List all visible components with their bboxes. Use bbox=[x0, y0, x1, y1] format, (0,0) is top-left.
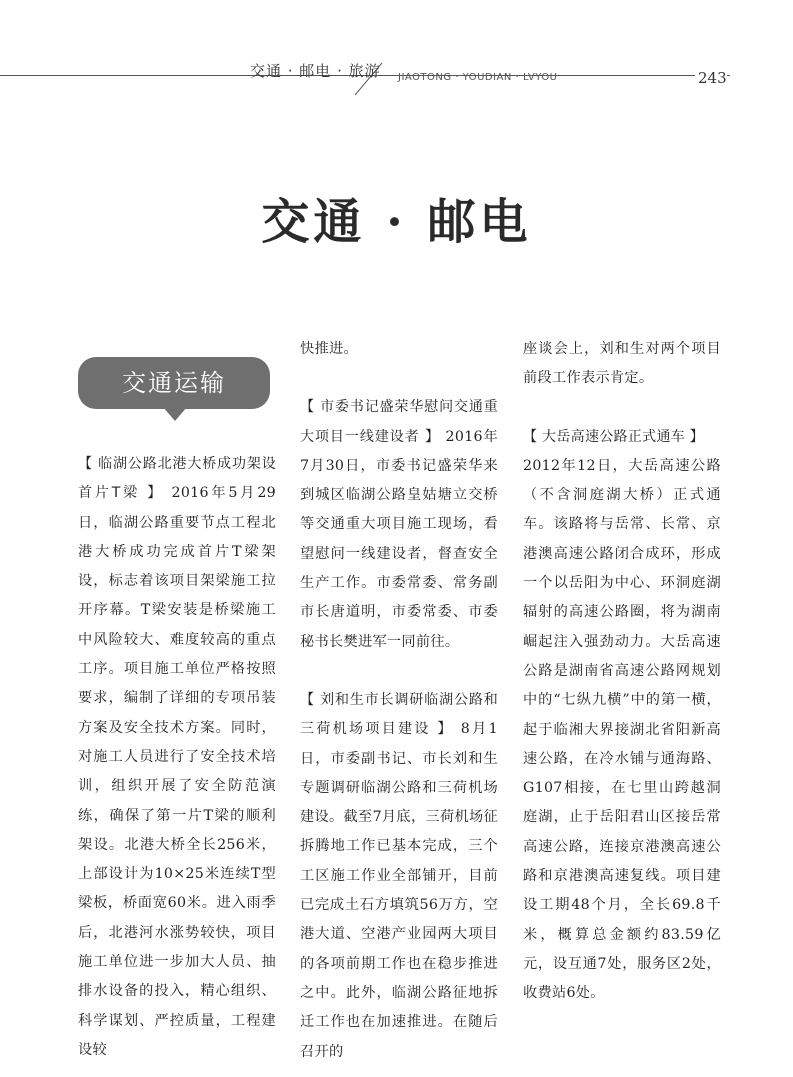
article-mayor-inspection bbox=[300, 686, 498, 1067]
article-body: 2016年5月29日，临湖公路重要节点工程北港大桥成功完成首片T梁架设，标志着该项目架梁施工拉开序幕。T梁安装是桥梁施工中风险较大、难度较高的重点工序。项目施工单位严格按照要求，编制了详细的专项吊装方案及安全技术方案。同时，对施工人员进行了安全技术培训，组织开展了安全防范演练，确保了第一片T梁的顺利架设。北港大桥全长256米，上部设计为10×25米连续T型梁板，桥面宽60米。进入雨季后，北港河水涨势较快，项目施工单位进一步加大人员、抽排水设备的投入，精心组织、科学谋划、严控质量，工程建设较 bbox=[78, 485, 276, 1058]
article-continuation: 快推进。 bbox=[300, 341, 358, 357]
article-heading: 【 大岳高速公路正式通车 】 bbox=[523, 428, 705, 445]
section-badge: 交通运输 bbox=[78, 357, 270, 409]
article-continuation: 座谈会上，刘和生对两个项目前段工作表示肯定。 bbox=[523, 341, 721, 387]
article-secretary-visit bbox=[300, 393, 498, 657]
article-body: 2012年12日，大岳高速公路（不含洞庭湖大桥）正式通车。该路将与岳常、长常、京港澳高速公路闭合成环，形成一个以岳阳为中心、环洞庭湖辐射的高速公路圈，将为湖南崛起注入强劲动力。大岳高速公路是湖南省高速公路网规划中的“七纵九横”中的第一横，起于临湘大界接湖北省阳新高速公路，在冷水铺与通海路、G107相接，在七里山跨越洞庭湖，止于岳阳君山区接岳常高速公路，连接京港澳高速公路和京港澳高速复线。项目建设工期48个月，全长69.8千米，概算总金额约83.59亿元，设互通7处，服务区2处，收费站6处。 bbox=[523, 457, 721, 1002]
article-heading: 【 临湖公路北港大桥成功架设首片T梁 】 bbox=[78, 456, 276, 502]
page-number: 243 bbox=[695, 69, 727, 87]
article-dayue-expressway bbox=[523, 423, 721, 1009]
column-1 bbox=[78, 450, 276, 1065]
article-heading: 【 刘和生市长调研临湖公路和三荷机场项目建设 】 bbox=[300, 691, 498, 738]
running-header-cn: 交通 · 邮电 · 旅游 bbox=[250, 62, 381, 80]
column-3 bbox=[523, 335, 721, 1009]
article-bridge-tbeam bbox=[78, 450, 276, 1065]
chapter-title: 交通 · 邮电 bbox=[261, 194, 532, 250]
section-badge-pointer bbox=[163, 407, 187, 421]
article-heading: 【 市委书记盛荣华慰问交通重大项目一线建设者 】 bbox=[300, 399, 498, 445]
column-2 bbox=[300, 335, 498, 1067]
running-header-en: JIAOTONG · YOUDIAN · LVYOU bbox=[398, 72, 558, 83]
article-body: 8月1日，市委副书记、市长刘和生专题调研临湖公路和三荷机场建设。截至7月底，三荷机场征拆腾地工作已基本完成，三个工区施工作业全部铺开，目前已完成土石方填筑56万方，空港大道、空港产业园两大项目的各项前期工作也在稳步推进之中。此外，临湖公路征地拆迁工作也在加速推进。在随后召开的 bbox=[300, 721, 498, 1060]
article-body: 2016年7月30日，市委书记盛荣华来到城区临湖公路皇姑塘立交桥等交通重大项目施工现场，看望慰问一线建设者，督查安全生产工作。市委常委、常务副市长唐道明，市委常委、市委秘书长樊进军一同前往。 bbox=[300, 428, 499, 650]
